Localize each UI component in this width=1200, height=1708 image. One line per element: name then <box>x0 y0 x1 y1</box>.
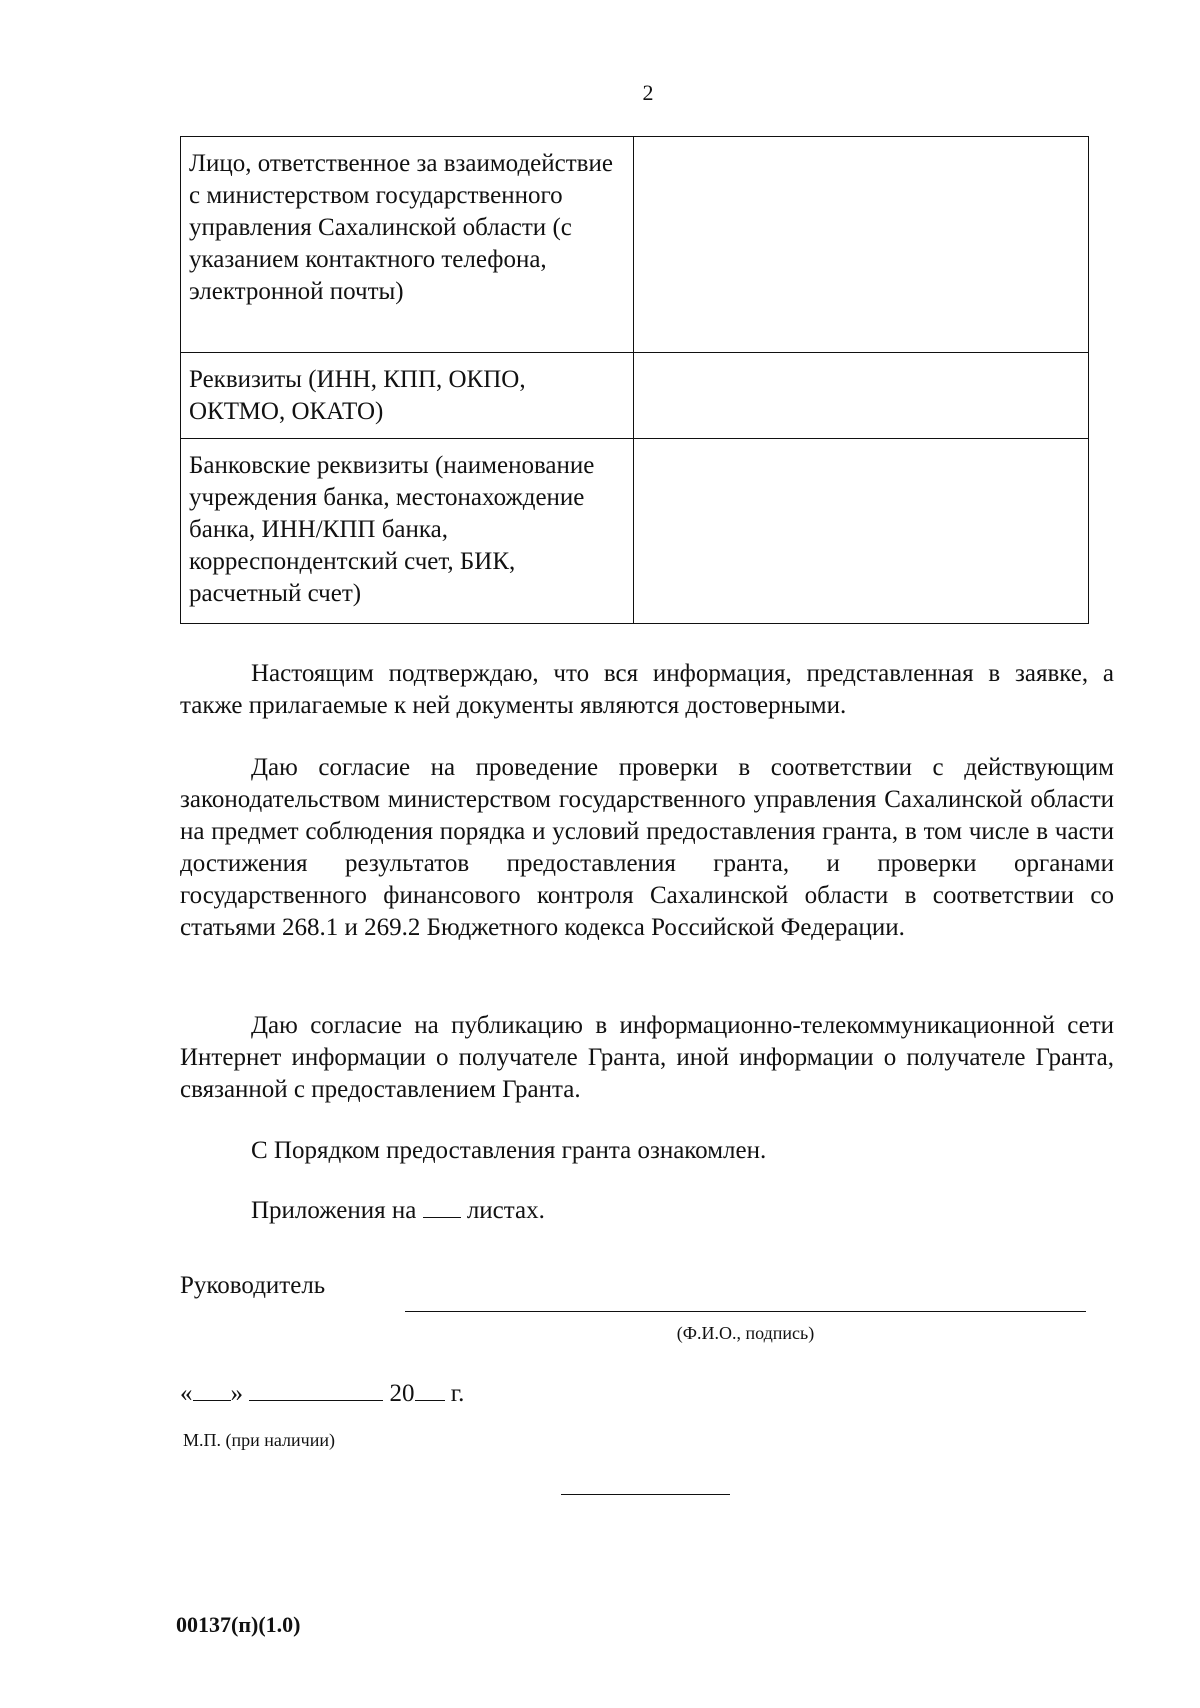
year-prefix: 20 <box>389 1380 415 1407</box>
signature-line[interactable] <box>405 1311 1086 1312</box>
attachments-count-blank[interactable] <box>423 1195 461 1218</box>
table-row <box>181 137 1089 353</box>
acquainted-statement: С Порядком предоставления гранта ознакомлен. <box>251 1137 767 1164</box>
inspection-consent-paragraph: Даю согласие на проведение проверки в соответствии с действующим законодательством министерством государственного управления Сахалинской области на предмет соблюдения порядка и условий предоставления гранта, в том числе в части достижения результатов предоставления гранта, и проверки органами государственного финансового контроля Сахалинской области в соответствии со статьями 268.1 и 269.2 Бюджетного кодекса Российской Федерации. <box>180 754 1114 941</box>
month-blank[interactable] <box>249 1378 383 1401</box>
row-value-contact-person[interactable] <box>634 137 1089 353</box>
year-suffix: г. <box>450 1380 465 1407</box>
document-code: 00137(п)(1.0) <box>176 1612 301 1637</box>
page-number: 2 <box>642 80 654 105</box>
end-divider <box>561 1494 730 1495</box>
table-row <box>181 439 1089 624</box>
applicant-details-table <box>180 136 1089 624</box>
attachments-suffix: листах. <box>466 1197 545 1224</box>
confirmation-paragraph: Настоящим подтверждаю, что вся информация, представленная в заявке, а также прилагаемые к ней документы являются достоверными. <box>180 660 1114 719</box>
date-open-quote: « <box>180 1380 193 1407</box>
attachments-prefix: Приложения на <box>251 1197 417 1224</box>
day-blank[interactable] <box>193 1378 231 1401</box>
publication-consent-paragraph: Даю согласие на публикацию в информационно-телекоммуникационной сети Интернет информации о получателе Гранта, иной информации о получателе Гранта, связанной с предоставлением Гранта. <box>180 1012 1114 1103</box>
table-row <box>181 353 1089 439</box>
row-label-requisites: Реквизиты (ИНН, КПП, ОКПО, ОКТМО, ОКАТО) <box>181 353 634 439</box>
row-value-bank-details[interactable] <box>634 439 1089 624</box>
date-line <box>180 1378 464 1410</box>
date-close-quote: » <box>230 1380 243 1407</box>
signature-caption: (Ф.И.О., подпись) <box>676 1323 815 1343</box>
attachments-line <box>251 1195 545 1227</box>
year-blank[interactable] <box>415 1378 445 1401</box>
row-label-bank-details: Банковские реквизиты (наименование учреждения банка, местонахождение банка, ИНН/КПП банка, корреспондентский счет, БИК, расчетный счет) <box>181 439 634 624</box>
row-label-contact-person: Лицо, ответственное за взаимодействие с министерством государственного управления Сахалинской области (с указанием контактного телефона, электронной почты) <box>181 137 634 353</box>
stamp-note: М.П. (при наличии) <box>183 1430 335 1450</box>
signer-role: Руководитель <box>180 1272 326 1299</box>
row-value-requisites[interactable] <box>634 353 1089 439</box>
